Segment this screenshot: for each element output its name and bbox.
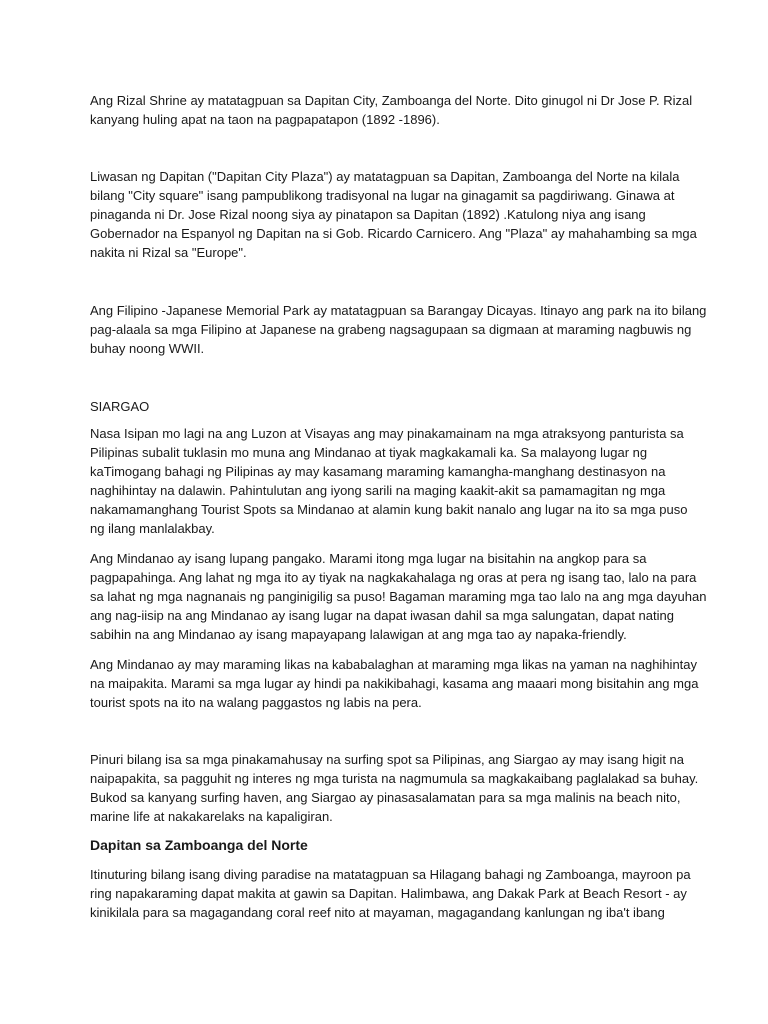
paragraph-mindanao-wonders: [90, 655, 699, 712]
text-line: pagpapahinga. Ang lahat ng mga ito ay tiyak na nagkakahalaga ng oras at pera ng isang tao, lalo na para: [90, 570, 697, 585]
text-line: naghihintay na dalawin. Pahintulutan ang iyong sarili na maging kaakit-akit sa pamamagitan ng mga: [90, 483, 666, 498]
paragraph-siargao-surfing: [90, 750, 699, 826]
text-line: nakamamanghang Tourist Spots sa Mindanao at alamin kung bakit nanalo ang lugar na ito sa mga puso: [90, 502, 688, 517]
text-line: nakita ni Rizal sa "Europe".: [90, 245, 247, 260]
text-line: pag-alaala sa mga Filipino at Japanese na grabeng nagsagupaan sa digmaan at maraming nagbuwis ng: [90, 322, 692, 337]
text-line: Ang Mindanao ay may maraming likas na kababalaghan at maraming mga likas na yaman na naghihintay: [90, 657, 698, 672]
paragraph-dapitan-plaza: [90, 167, 697, 262]
text-line: bilang "City square" isang pampublikong tradisyonal na lugar na ginagamit sa pagdiriwang. Ginawa at: [90, 188, 675, 203]
text-line: na maipakita. Marami sa mga lugar ay hindi pa nakikibahagi, kasama ang maaari mong bisitahin ang mga: [90, 676, 699, 691]
paragraph-rizal-shrine: [90, 91, 693, 129]
text-line: marine life at nakakarelaks na kapaligiran.: [90, 809, 333, 824]
text-line: sa lahat ng mga nagnanais ng panginigilig sa puso! Bagaman maraming mga tao lalo na ang mga dayuhan: [90, 589, 707, 604]
paragraph-dapitan-diving: [90, 865, 690, 922]
text-line: Bukod sa kanyang surfing haven, ang Siargao ay pinasasalamatan para sa mga malinis na beach nito,: [90, 790, 681, 805]
text-line: ring napakaraming dapat makita at gawin sa Dapitan. Halimbawa, ang Dakak Park at Beach Resort - ay: [90, 886, 687, 901]
text-line: Ang Rizal Shrine ay matatagpuan sa Dapitan City, Zamboanga del Norte. Dito ginugol ni Dr Jose P. Rizal: [90, 93, 693, 108]
text-line: kanyang huling apat na taon na pagpapatapon (1892 -1896).: [90, 112, 440, 127]
text-line: Liwasan ng Dapitan ("Dapitan City Plaza") ay matatagpuan sa Dapitan, Zamboanga del Norte na kilala: [90, 169, 680, 184]
text-line: ng ilang manlalakbay.: [90, 521, 215, 536]
text-line: sabihin na ang Mindanao ay isang mapayapang lalawigan at ang mga tao ay napaka-friendly.: [90, 627, 627, 642]
text-line: pinaganda ni Dr. Jose Rizal noong siya ay pinatapon sa Dapitan (1892) .Katulong niya ang isang: [90, 207, 646, 222]
text-line: kinikilala para sa magagandang coral reef nito at mayaman, magagandang kanlungan ng iba't ibang: [90, 905, 665, 920]
text-line: naipapakita, sa pagguhit ng interes ng mga turista na nagmumula sa magkakaibang paglalakad sa buhay.: [90, 771, 699, 786]
text-line: tourist spots na ito na walang paggastos ng labis na pera.: [90, 695, 422, 710]
text-line: Itinuturing bilang isang diving paradise na matatagpuan sa Hilagang bahagi ng Zamboanga, mayroon pa: [90, 867, 691, 882]
text-line: Ang Mindanao ay isang lupang pangako. Marami itong mga lugar na bisitahin na angkop para sa: [90, 551, 647, 566]
text-line: ang nag-iisip na ang Mindanao ay isang lugar na dapat iwasan dahil sa mga salungatan, dapat nating: [90, 608, 674, 623]
text-line: kaTimogang bahagi ng Pilipinas ay may kasamang maraming kamangha-manghang destinasyon na: [90, 464, 666, 479]
heading-dapitan: Dapitan sa Zamboanga del Norte: [90, 837, 308, 853]
paragraph-mindanao-promised-land: [90, 549, 707, 644]
text-line: buhay noong WWII.: [90, 341, 205, 356]
text-line: Gobernador na Espanyol ng Dapitan na si Gob. Ricardo Carnicero. Ang "Plaza" ay mahahambing sa mga: [90, 226, 697, 241]
text-line: Ang Filipino -Japanese Memorial Park ay matatagpuan sa Barangay Dicayas. Itinayo ang park na ito bilang: [90, 303, 707, 318]
paragraph-mindanao-intro: [90, 424, 690, 538]
text-line: Nasa Isipan mo lagi na ang Luzon at Visayas ang may pinakamainam na mga atraksyong panturista sa: [90, 426, 684, 441]
paragraph-memorial-park: [90, 301, 707, 358]
text-line: Pilipinas subalit tuklasin mo muna ang Mindanao at tiyak magkakamali ka. Sa malayong lugar ng: [90, 445, 648, 460]
heading-siargao: SIARGAO: [90, 399, 150, 414]
text-line: Pinuri bilang isa sa mga pinakamahusay na surfing spot sa Pilipinas, ang Siargao ay may isang higit na: [90, 752, 685, 767]
